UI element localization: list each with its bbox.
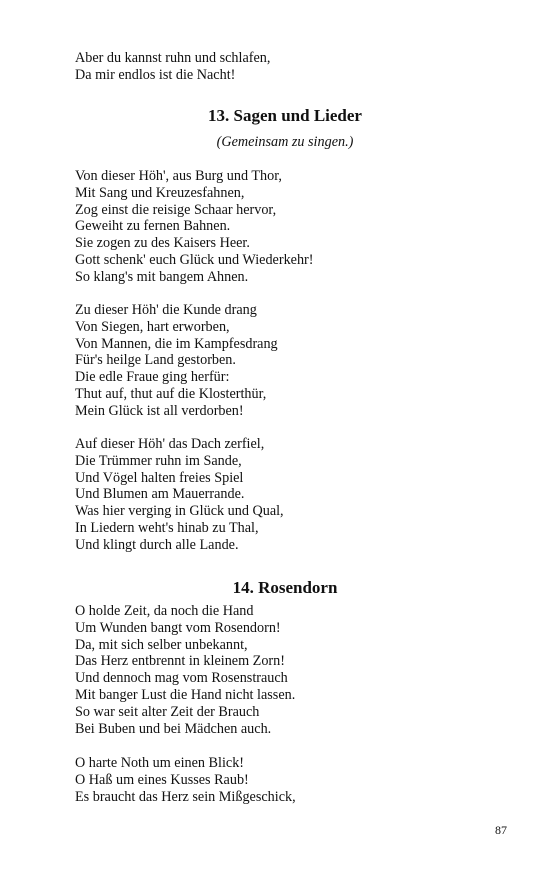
poem-line: Von dieser Höh', aus Burg und Thor, — [75, 168, 282, 184]
page-number: 87 — [495, 823, 507, 837]
poem-line: Bei Buben und bei Mädchen auch. — [75, 720, 272, 737]
poem-line: In Liedern weht's hinab zu Thal, — [75, 519, 259, 536]
poem-13-title: 13. Sagen und Lieder — [208, 106, 362, 125]
poem-line: Was hier verging in Glück und Qual, — [75, 503, 284, 520]
poem-line: Das Herz entbrennt in kleinem Zorn! — [75, 653, 285, 670]
poem-line: Thut auf, thut auf die Klosterthür, — [75, 385, 267, 402]
poem-line: Gott schenk' euch Glück und Wiederkehr! — [75, 251, 314, 268]
poem-line: Von Mannen, die im Kampfesdrang — [75, 335, 278, 352]
poem-line: Und Vögel halten freies Spiel — [75, 469, 244, 486]
poem-line: Es braucht das Herz sein Mißgeschick, — [75, 788, 296, 805]
poem-line: Aber du kannst ruhn und schlafen, — [75, 50, 271, 66]
poem-line: Da, mit sich selber unbekannt, — [75, 636, 248, 653]
poem-line: Von Siegen, hart erworben, — [75, 318, 230, 335]
intro-stanza — [75, 50, 270, 84]
poem-line: Mein Glück ist all verdorben! — [75, 402, 244, 419]
poem-line: O holde Zeit, da noch die Hand — [75, 603, 254, 619]
poem-line: Und klingt durch alle Lande. — [75, 536, 239, 553]
poem-line: Die edle Fraue ging herfür: — [75, 369, 230, 386]
poem-line: Mit banger Lust die Hand nicht lassen. — [75, 686, 296, 703]
poem-line: So war seit alter Zeit der Brauch — [75, 703, 260, 720]
poem-line: Um Wunden bangt vom Rosendorn! — [75, 619, 281, 636]
poem-14-title: 14. Rosendorn — [232, 578, 338, 597]
poem-line: Und dennoch mag vom Rosenstrauch — [75, 670, 288, 687]
poem-line: Die Trümmer ruhn im Sande, — [75, 452, 242, 469]
poem-line: Für's heilge Land gestorben. — [75, 352, 236, 369]
poem-line: O Haß um eines Kusses Raub! — [75, 771, 249, 788]
poem-line: Da mir endlos ist die Nacht! — [75, 66, 236, 83]
poem-line: Sie zogen zu des Kaisers Heer. — [75, 235, 250, 252]
poem-line: Zu dieser Höh' die Kunde drang — [75, 302, 257, 318]
poem-13-stanza-3 — [75, 436, 284, 554]
poem-14-stanza-1 — [75, 603, 295, 737]
poem-line: Und Blumen am Mauerrande. — [75, 486, 245, 503]
poem-line: O harte Noth um einen Blick! — [75, 755, 245, 771]
poem-line: Zog einst die reisige Schaar hervor, — [75, 201, 277, 218]
poem-14-stanza-2 — [75, 755, 296, 805]
poem-13-subtitle: (Gemeinsam zu singen.) — [216, 134, 354, 150]
poem-line: Auf dieser Höh' das Dach zerfiel, — [75, 436, 265, 452]
poem-13-stanza-1 — [75, 168, 314, 286]
poem-line: So klang's mit bangem Ahnen. — [75, 268, 249, 285]
poem-line: Geweiht zu fernen Bahnen. — [75, 218, 231, 235]
poem-line: Mit Sang und Kreuzesfahnen, — [75, 184, 245, 201]
poem-13-stanza-2 — [75, 302, 278, 420]
